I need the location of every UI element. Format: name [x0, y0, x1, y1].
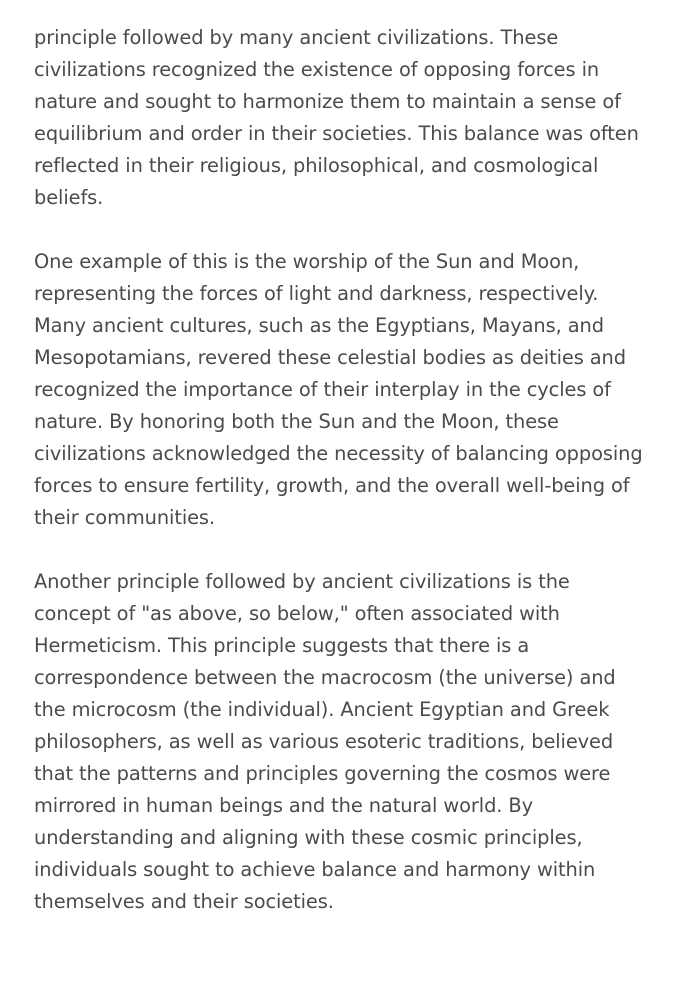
text-line: mirrored in human beings and the natural world. By — [34, 794, 533, 817]
text-line: themselves and their societies. — [34, 890, 334, 913]
text-line: beliefs. — [34, 186, 104, 209]
text-line: concept of "as above, so below," often associated with — [34, 602, 560, 625]
text-line: nature. By honoring both the Sun and the Moon, these — [34, 410, 559, 433]
text-line: their communities. — [34, 506, 216, 529]
article-body — [34, 22, 674, 950]
text-line: Mesopotamians, revered these celestial bodies as deities and — [34, 346, 626, 369]
text-line: equilibrium and order in their societies. This balance was often — [34, 122, 639, 145]
text-line: philosophers, as well as various esoteric traditions, believed — [34, 730, 614, 753]
text-line: forces to ensure fertility, growth, and the overall well-being of — [34, 474, 630, 497]
text-line: that the patterns and principles governing the cosmos were — [34, 762, 611, 785]
text-line: representing the forces of light and darkness, respectively. — [34, 282, 599, 305]
text-line: civilizations acknowledged the necessity of balancing opposing — [34, 442, 643, 465]
paragraph-sun-moon — [34, 246, 674, 534]
text-line: civilizations recognized the existence of opposing forces in — [34, 58, 600, 81]
text-line: individuals sought to achieve balance and harmony within — [34, 858, 596, 881]
text-line: recognized the importance of their interplay in the cycles of — [34, 378, 611, 401]
text-line: correspondence between the macrocosm (the universe) and — [34, 666, 616, 689]
text-line: reflected in their religious, philosophical, and cosmological — [34, 154, 599, 177]
text-line: Many ancient cultures, such as the Egyptians, Mayans, and — [34, 314, 604, 337]
text-line: Hermeticism. This principle suggests that there is a — [34, 634, 530, 657]
text-line: nature and sought to harmonize them to maintain a sense of — [34, 90, 621, 113]
paragraph-balance — [34, 22, 674, 214]
text-line: principle followed by many ancient civilizations. These — [34, 26, 559, 49]
text-line: Another principle followed by ancient civilizations is the — [34, 570, 570, 593]
text-line: the microcosm (the individual). Ancient Egyptian and Greek — [34, 698, 610, 721]
paragraph-as-above-so-below — [34, 566, 674, 918]
text-line: One example of this is the worship of the Sun and Moon, — [34, 250, 580, 273]
text-line: understanding and aligning with these cosmic principles, — [34, 826, 583, 849]
